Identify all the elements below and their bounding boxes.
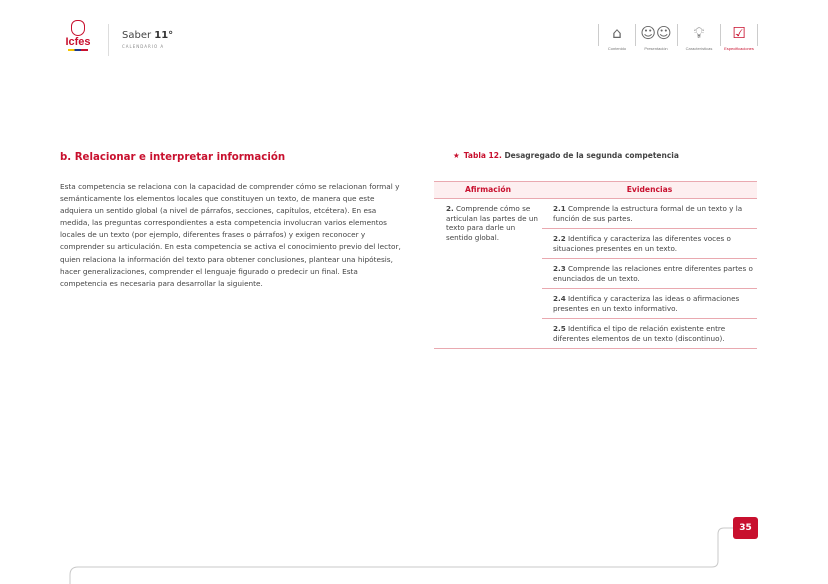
home-icon: ⌂ [612,24,622,42]
nav-label: Contenido [607,46,627,51]
evidence-number: 2.2 [553,234,566,243]
caption-text: Desagregado de la segunda competencia [501,151,679,160]
evidence-text: Identifica y caracteriza las diferentes voces o situaciones presentes en un texto. [553,234,731,253]
page-number: 35 [733,517,758,539]
section-heading: b. Relacionar e interpretar información [60,152,286,163]
evidence-text: Identifica y caracteriza las ideas o afirmaciones presentes en un texto informativo. [553,294,740,313]
header-evidencias: Evidencias [542,182,757,199]
header-afirmacion: Afirmación [434,182,542,199]
affirmation-text: Comprende cómo se articulan las partes de un texto para darle un sentido global. [446,204,538,242]
evidence-text: Identifica el tipo de relación existente entre diferentes elementos de un texto (discontinuo). [553,324,726,343]
evidence-number: 2.5 [553,324,566,333]
star-icon: ★ [453,151,460,160]
evidence-number: 2.1 [553,204,566,213]
evidence-text: Comprende la estructura formal de un texto y la función de sus partes. [553,204,743,223]
evidence-number: 2.3 [553,264,566,273]
checklist-icon: ☑ [732,24,746,42]
evidence-text: Comprende las relaciones entre diferentes partes o enunciados de un texto. [553,264,753,283]
people-icon: ☺☺ [640,24,672,42]
title-prefix: Saber [122,30,155,41]
evidence-number: 2.4 [553,294,566,303]
title-number: 11° [154,30,174,41]
caption-label: Tabla 12. [463,151,502,160]
section-paragraph: Esta competencia se relaciona con la capacidad de comprender cómo se relacionan formal y semánticamente los elementos locales que constituyen un texto, de manera que este adquiera un sentido global (a nivel de párrafos, secciones, capítulos, etcétera). En esa medida, las preguntas correspondientes a esta competencia involucran varios elementos locales de un texto (por ejemplo, diferentes frases o párrafos) y exigen reconocer y comprender su articulación. En esta competencia se activa el conocimiento previo del lector, quien relaciona la información del texto para obtener conclusiones, plantear una hipótesis, hacer generalizaciones, comprender el lenguaje figurado o predecir un final. Esta competencia es necesaria para desarrollar la siguiente. [60,182,401,288]
lightbulb-icon: 💡︎ [693,24,705,42]
nav-label: Presentación [644,46,668,51]
affirmation-number: 2. [446,204,454,213]
logo-text: Icfes [65,36,91,48]
doc-subtitle: CALENDARIO A [122,44,165,49]
nav-label: Especificaciones [724,46,754,51]
nav-label: Características [685,46,713,51]
